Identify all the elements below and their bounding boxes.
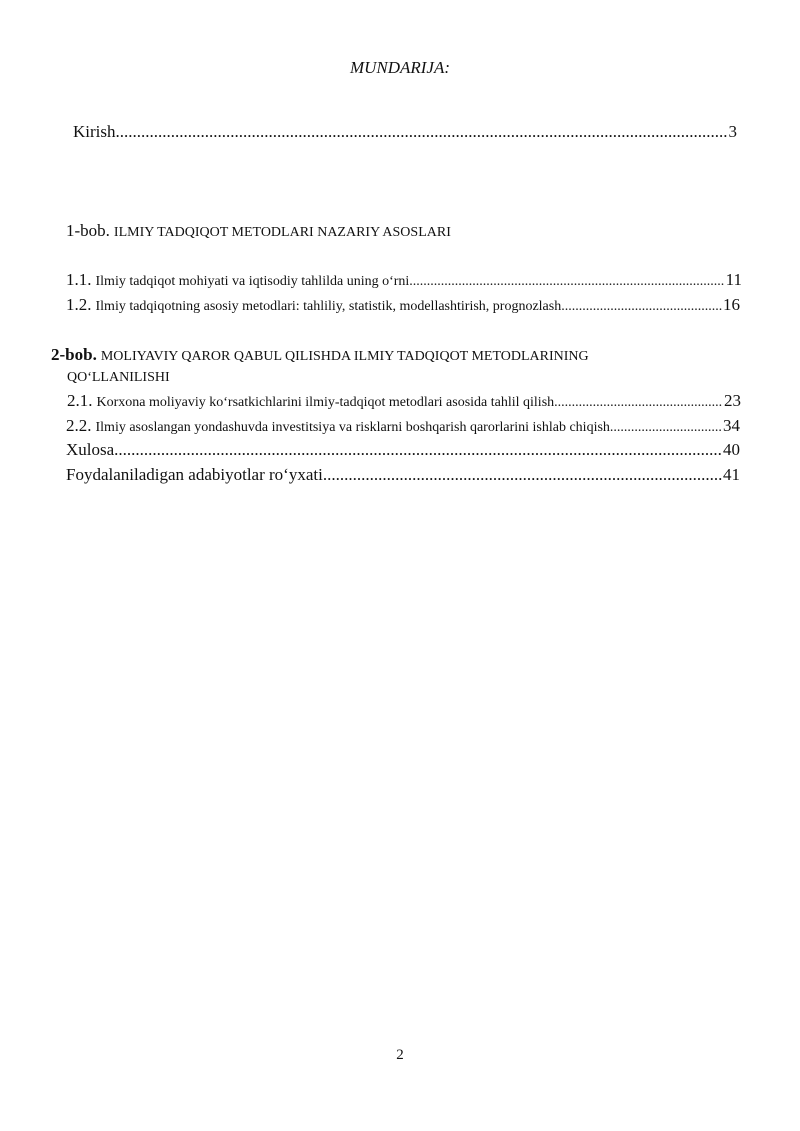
toc-entry-2-2: [66, 416, 740, 436]
leader-dots: [554, 395, 723, 411]
toc-entry-label: Kirish: [73, 122, 116, 141]
chapter-prefix: 1-bob.: [66, 221, 110, 240]
toc-page-number: 40: [723, 440, 740, 459]
chapter-title-line-1: MOLIYAVIY QAROR QABUL QILISHDA ILMIY TADQIQOT METODLARINING: [100, 349, 589, 364]
toc-entry-label: Ilmiy tadqiqot mohiyati va iqtisodiy tahlilda uning o‘rni: [95, 274, 410, 289]
leader-dots: [561, 299, 722, 315]
leader-dots: [323, 465, 722, 485]
toc-page-number: 23: [724, 391, 741, 410]
toc-page-number: 16: [723, 295, 740, 314]
toc-entry-2-1: [67, 391, 741, 411]
toc-page-number: 11: [725, 270, 742, 289]
toc-page-number: 41: [723, 465, 740, 484]
toc-page-number: 34: [723, 416, 740, 435]
toc-entry-references: [66, 465, 740, 485]
chapter-prefix: 2-bob.: [51, 345, 97, 364]
toc-entry-label: Foydalaniladigan adabiyotlar ro‘yxati: [66, 465, 323, 484]
toc-entry-conclusion: [66, 440, 740, 460]
chapter-1-heading: [66, 221, 451, 241]
page-number: 2: [396, 1047, 404, 1063]
leader-dots: [116, 122, 728, 142]
page-title: MUNDARIJA:: [349, 58, 451, 77]
toc-entry-intro: [73, 122, 737, 142]
leader-dots: [610, 420, 722, 436]
section-number: 1.2.: [66, 295, 92, 314]
toc-entry-1-1: [66, 270, 742, 290]
leader-dots: [114, 440, 722, 460]
toc-entry-1-2: [66, 295, 740, 315]
toc-entry-label: Ilmiy tadqiqotning asosiy metodlari: tahliliy, statistik, modellashtirish, prognozlash: [95, 299, 562, 314]
chapter-2-heading: [51, 345, 589, 365]
leader-dots: [409, 274, 724, 290]
section-number: 2.1.: [67, 391, 93, 410]
toc-entry-label: Xulosa: [66, 440, 115, 459]
toc-page-number: 3: [728, 122, 737, 141]
chapter-title-line-2: QO‘LLANILISHI: [67, 370, 170, 385]
toc-entry-label: Korxona moliyaviy ko‘rsatkichlarini ilmiy-tadqiqot metodlari asosida tahlil qilish: [96, 395, 555, 410]
toc-entry-label: Ilmiy asoslangan yondashuvda investitsiya va risklarni boshqarish qarorlarini ishlab chiqish: [95, 420, 610, 435]
section-number: 2.2.: [66, 416, 92, 435]
chapter-title: ILMIY TADQIQOT METODLARI NAZARIY ASOSLARI: [113, 225, 451, 240]
section-number: 1.1.: [66, 270, 92, 289]
